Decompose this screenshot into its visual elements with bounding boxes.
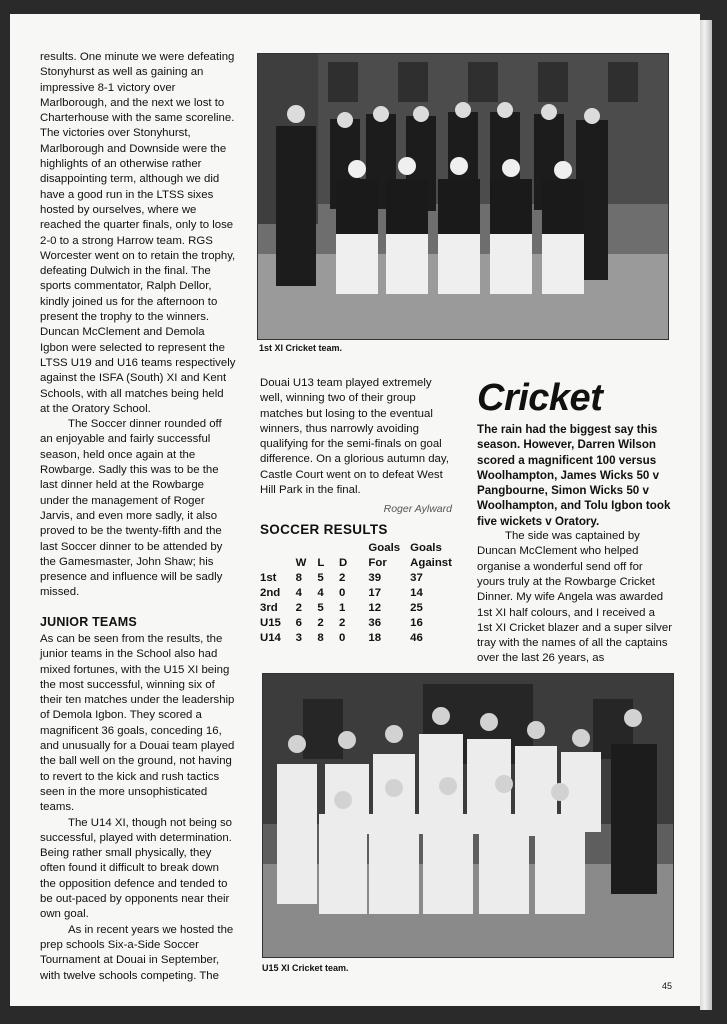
column-left: [40, 50, 236, 984]
table-cell: 18: [368, 632, 382, 644]
paragraph: As in recent years we hosted the prep schools Six-a-Side Soccer Tournament at Douai in September, with twelve schools competing. The: [40, 923, 234, 982]
soccer-results: [260, 522, 460, 646]
table-header-cell: Goals For: [368, 542, 401, 569]
table-cell: 8: [295, 572, 302, 584]
table-cell: 0: [338, 587, 346, 599]
table-cell: 2: [338, 572, 346, 584]
paragraph: results. One minute we were defeating Stonyhurst as well as gaining an impressive 8-1 victory over Marlborough, and the next we lost to Charterhouse with the same scoreline. The victories over Stonyhurst, Marlborough and Downside were the highlights of an otherwise rather disappointing term, although we did have a good run in the LTSS sixes hosted by ourselves, where we reached the quarter finals, only to lose 2-0 to a strong Harrow team. RGS Worcester went on to retain the trophy, defeating Dulwich in the final. The sports commentator, Ralph Dellor, kindly joined us for the afternoon to present the trophy to the winners. Duncan McClement and Demola Igbon were selected to represent the LTSS U19 and U16 teams respectively against the ISFA (South) XI and Kent Schools, with all matches being held at the Oratory School.: [40, 51, 236, 415]
paragraph: The U14 XI, though not being so successful, played with determination. Being rather small physically, they often found it difficult to break down the opposition defence and tended to be out-paced by opponents near their own goal.: [40, 816, 233, 921]
photo-u15-xi-cricket-team: [262, 673, 674, 958]
table-cell: 14: [410, 587, 423, 599]
table-cell: 2: [338, 617, 346, 629]
section-heading: JUNIOR TEAMS: [40, 614, 137, 629]
table-header-cell: Goals Against: [410, 542, 452, 569]
table-cell: 2: [317, 617, 324, 629]
table-header-row: [260, 541, 460, 571]
table-cell: 17: [368, 587, 382, 599]
column-right: [477, 378, 673, 667]
table-cell: U14: [260, 632, 281, 644]
table-cell: 37: [410, 572, 423, 584]
table-row: [260, 631, 460, 646]
table-row: [260, 616, 460, 631]
table-cell: 1st: [260, 572, 277, 584]
table-cell: 5: [317, 572, 324, 584]
page-number: 45: [662, 981, 673, 991]
section-title: Cricket: [477, 377, 603, 419]
table-cell: 25: [410, 602, 423, 614]
table-header-cell: [260, 541, 296, 571]
table-header-cell: L: [317, 557, 325, 569]
paragraph: As can be seen from the results, the junior teams in the School also had mixed fortunes, with the U15 XI being the most successful, winning six of their ten matches under the leadership of Demola Igbon. They scored a magnificent 36 goals, conceding 16, and unusually for a Douai team played the ball well on the ground, not having to revert to the kick and rush tactics seen in the more unsophisticated teams.: [40, 632, 235, 814]
table-cell: 39: [368, 572, 382, 584]
table-header-cell: W: [295, 557, 307, 569]
table-cell: 0: [338, 632, 346, 644]
paragraph: The Soccer dinner rounded off an enjoyable and fairly successful season, held once again at the Rowbarge. Sadly this was to be the last dinner held at the Rowbarge under the management of Roger Jarvis, and even more sadly, it also proved to be the twenty-fifth and the last Soccer dinner to be attended by the Gamesmaster, John Shaw; his presence and influence will be sadly missed.: [40, 418, 223, 599]
lead-paragraph: The rain had the biggest say this season. However, Darren Wilson scored a magnificent 100 versus Woolhampton, James Wicks 50 v Pangbourne, Simon Wicks 50 v Woolhampton, and Tolu Igbon took five wickets v Oratory.: [477, 423, 671, 528]
table-row: [260, 571, 460, 586]
author-signature: Roger Aylward: [383, 503, 452, 516]
table-row: [260, 586, 460, 601]
table-cell: 12: [368, 602, 382, 614]
table-cell: 2: [295, 602, 302, 614]
table-cell: 36: [368, 617, 382, 629]
photo-caption: U15 XI Cricket team.: [262, 963, 349, 973]
team-photo-illustration: [263, 674, 673, 957]
photo-1st-xi-cricket-team: [257, 53, 669, 340]
table-cell: 8: [317, 632, 324, 644]
table-cell: 2nd: [260, 587, 281, 599]
table-cell: 3rd: [260, 602, 278, 614]
paragraph: The side was captained by Duncan McClement who helped organise a wonderful send off for yours truly at the Rowbarge Cricket Dinner. My wife Angela was awarded 1st XI half colours, and I received a 1st XI Cricket blazer and a super silver tray with the names of all the captains over the last 26 years, as: [477, 530, 672, 665]
results-table: [260, 541, 460, 646]
table-cell: 6: [295, 617, 302, 629]
table-cell: 46: [410, 632, 423, 644]
table-row: [260, 601, 460, 616]
table-cell: 16: [410, 617, 423, 629]
soccer-results-title: SOCCER RESULTS: [260, 522, 388, 537]
photo-caption: 1st XI Cricket team.: [259, 343, 343, 353]
table-cell: 3: [295, 632, 302, 644]
table-cell: 5: [317, 602, 324, 614]
paragraph: Douai U13 team played extremely well, winning two of their group matches but losing to the eventual winners, thus narrowly avoiding qualifying for the semi-finals on goal difference. On a glorious autumn day, Castle Court went on to defeat West Hill Park in the final.: [260, 377, 449, 497]
table-cell: 4: [317, 587, 324, 599]
table-cell: U15: [260, 617, 281, 629]
table-cell: 4: [295, 587, 302, 599]
table-cell: 1: [338, 602, 346, 614]
column-middle: [260, 376, 452, 518]
team-photo-illustration: [258, 54, 668, 339]
page-edge: [700, 20, 712, 1010]
table-header-cell: D: [338, 557, 348, 569]
